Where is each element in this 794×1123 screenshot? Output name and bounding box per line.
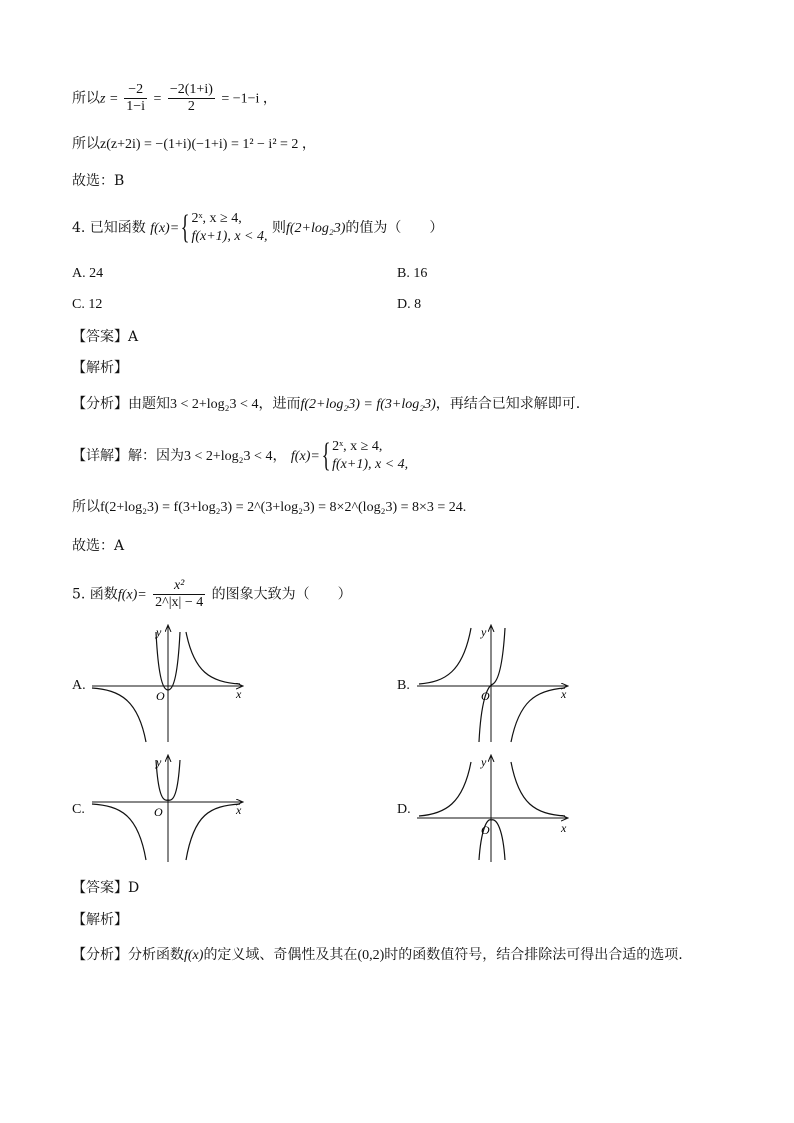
q4-option-b: B. 16: [397, 266, 428, 281]
origin-label: O: [156, 689, 165, 703]
y-axis-label: y: [156, 625, 162, 639]
analysis-line-2: 【分析】分析函数f(x)的定义域、奇偶性及其在(0,2)时的函数值符号，结合排除法可得出合适的选项.: [72, 947, 683, 963]
q5-option-d-label: D.: [397, 802, 411, 817]
y-axis-label: y: [481, 625, 487, 639]
fraction: $\frac{\text{x²}}{2\^{}|x| - 4}$: [155, 578, 204, 610]
graph-option-a: [90, 622, 250, 744]
origin-label: O: [154, 805, 163, 819]
q5-option-b-label: B.: [397, 678, 410, 693]
fraction: $\frac{-2}{1-i}$: [126, 82, 146, 114]
line-z-value: 所以z = $\frac{-2}{1-i}$ = $\frac{-2(1+i)}{2}$ = −1−i ，: [72, 82, 277, 114]
answer-d-label: 【答案】D: [72, 880, 140, 896]
detail-line: 【详解】解：因为3 < 2+log₂3 < 4， f(x)={ 2ˣ, x ≥ 4, f(x+1), x < 4,: [72, 437, 409, 474]
graph-option-b: [415, 622, 575, 744]
q4-option-c: C. 12: [72, 297, 103, 312]
answer-label: 【答案】A: [72, 329, 139, 345]
question-5: 5. 函数f(x)= $\frac{\text{x²}}{2\^{}|x| - 4}$ 的图象大致为（ ）: [72, 578, 352, 610]
analysis-line: 【分析】由题知3 < 2+log₂3 < 4，进而f(2+log₂3) = f(3+log₂3)，再结合已知求解即可.: [72, 396, 581, 412]
origin-label: O: [481, 689, 490, 703]
analysis-heading: 【解析】: [72, 360, 128, 376]
q4-option-d: D. 8: [397, 297, 422, 312]
y-axis-label: y: [481, 755, 487, 769]
x-axis-label: x: [236, 803, 242, 817]
question-4: 4. 已知函数 f(x)={ 2ˣ, x ≥ 4, f(x+1), x < 4, 则f(2+log₂3)的值为（ ）: [72, 209, 444, 246]
fraction: $\frac{-2(1+i)}{2}$: [169, 82, 213, 114]
choice-b-line: 故选：B: [72, 173, 125, 189]
x-axis-label: x: [236, 687, 242, 701]
graph-option-c: [90, 752, 250, 864]
q5-option-c-label: C.: [72, 802, 85, 817]
graph-option-d: [415, 752, 575, 864]
computation-line: 所以f(2+log₂3) = f(3+log₂3) = 2^(3+log₂3) = 8×2^(log₂3) = 8×3 = 24.: [72, 499, 467, 515]
origin-label: O: [481, 823, 490, 837]
y-axis-label: y: [156, 755, 162, 769]
q4-option-a: A. 24: [72, 266, 104, 281]
line-z-product: 所以z(z+2i) = −(1+i)(−1+i) = 1² − i² = 2 ，: [72, 136, 316, 152]
x-axis-label: x: [561, 687, 567, 701]
analysis-heading-2: 【解析】: [72, 912, 128, 928]
x-axis-label: x: [561, 821, 567, 835]
choice-a-line: 故选：A: [72, 538, 125, 554]
q5-option-a-label: A.: [72, 678, 86, 693]
